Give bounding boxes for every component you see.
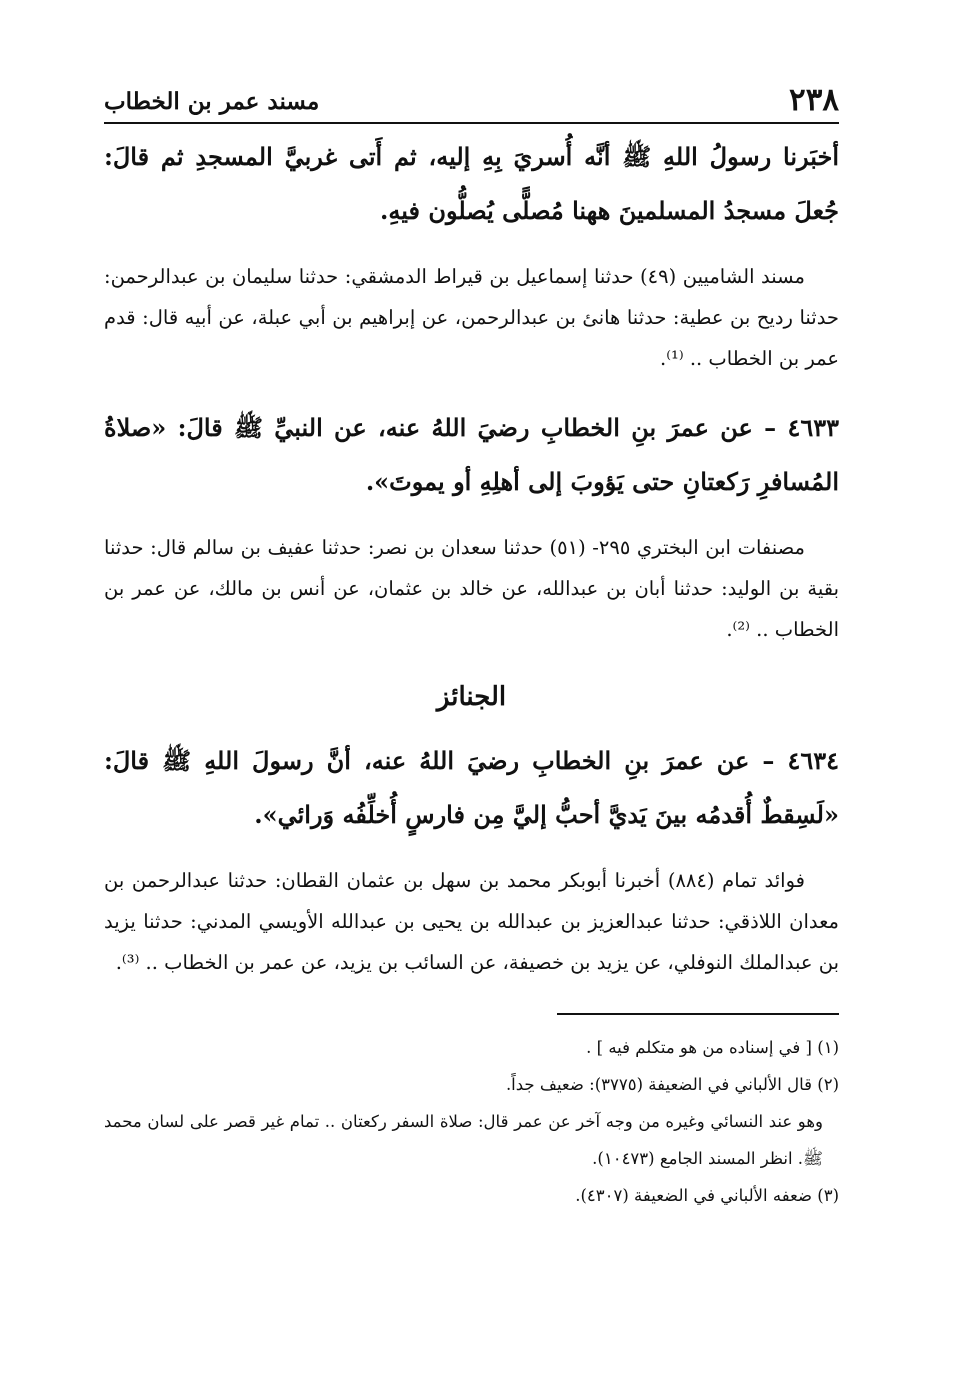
hadith-4634: ٤٦٣٤ – عن عمرَ بنِ الخطابِ رضيَ اللهُ عنه، أنَّ رسولَ اللهِ ﷺ قالَ: «لَسِقطٌ أُقدمُه بينَ يَديَّ أحبُّ إليَّ مِن فارسٍ أُخلِّفُه وَرائي». [104,746,839,829]
footnote-3: (٣) ضعفه الألباني في الضعيفة (٤٣٠٧). [575,1186,839,1205]
section-title: الجنائز [436,682,507,712]
source-citation: فوائد تمام (٨٨٤) أخبرنا أبوبكر محمد بن سهل بن عثمان القطان: حدثنا عبدالرحمن بن معدان اللاذقي: حدثنا عبدالعزيز بن عبدالله بن يحيى بن عبدالله الأويسي المدني: حدثنا يزيد بن عبدالملك النوفلي، عن يزيد بن خصيفة، عن السائب بن يزيد، عن عمر بن الخطاب .. ⁽³⁾. [104,869,839,974]
hadith-4633: ٤٦٣٣ – عن عمرَ بنِ الخطابِ رضيَ اللهُ عنه، عن النبيِّ ﷺ قالَ: «صلاةُ المُسافرِ رَكعتانِ حتى يَؤوبَ إلى أهلِهِ أو يموتَ». [104,413,839,496]
footnote-2-continuation: وهو عند النسائي وغيره من وجه آخر عن عمر قال: صلاة السفر ركعتان .. تمام غير قصر على لسان محمد ﷺ. انظر المسند الجامع (١٠٤٧٣). [104,1112,823,1168]
source-citation: مسند الشاميين (٤٩) حدثنا إسماعيل بن قيراط الدمشقي: حدثنا سليمان بن عبدالرحمن: حدثنا رديح بن عطية: حدثنا هانئ بن عبدالرحمن، عن إبراهيم بن أبي عبلة، عن أبيه قال: قدم عمر بن الخطاب .. ⁽¹⁾. [104,265,839,370]
footnote-1: (١) [ في إسناده من هو متكلم فيه ] . [586,1038,839,1057]
running-header [104,80,839,124]
book-page [104,80,839,1214]
hadith-continuation: أخبَرنا رسولُ اللهِ ﷺ أنَّه أُسريَ بِهِ إليه، ثم أَتى غربيَّ المسجدِ ثم قالَ: جُعلَ مسجدُ المسلمينَ ههنا مُصلًّى يُصلُّون فيهِ. [104,142,839,225]
source-citation: مصنفات ابن البختري ٢٩٥- (٥١) حدثنا سعدان بن نصر: حدثنا عفيف بن سالم قال: حدثنا بقية بن الوليد: حدثنا أبان بن عبدالله، عن خالد بن عثمان، عن أنس بن مالك، عن عمر بن الخطاب .. ⁽²⁾. [104,536,839,641]
footnote-separator [557,1013,839,1015]
page-number: ٢٣٨ [789,82,839,118]
header-title: مسند عمر بن الخطاب [104,88,320,115]
footnote-2: (٢) قال الألباني في الضعيفة (٣٧٧٥): ضعيف جداً. [505,1075,839,1094]
